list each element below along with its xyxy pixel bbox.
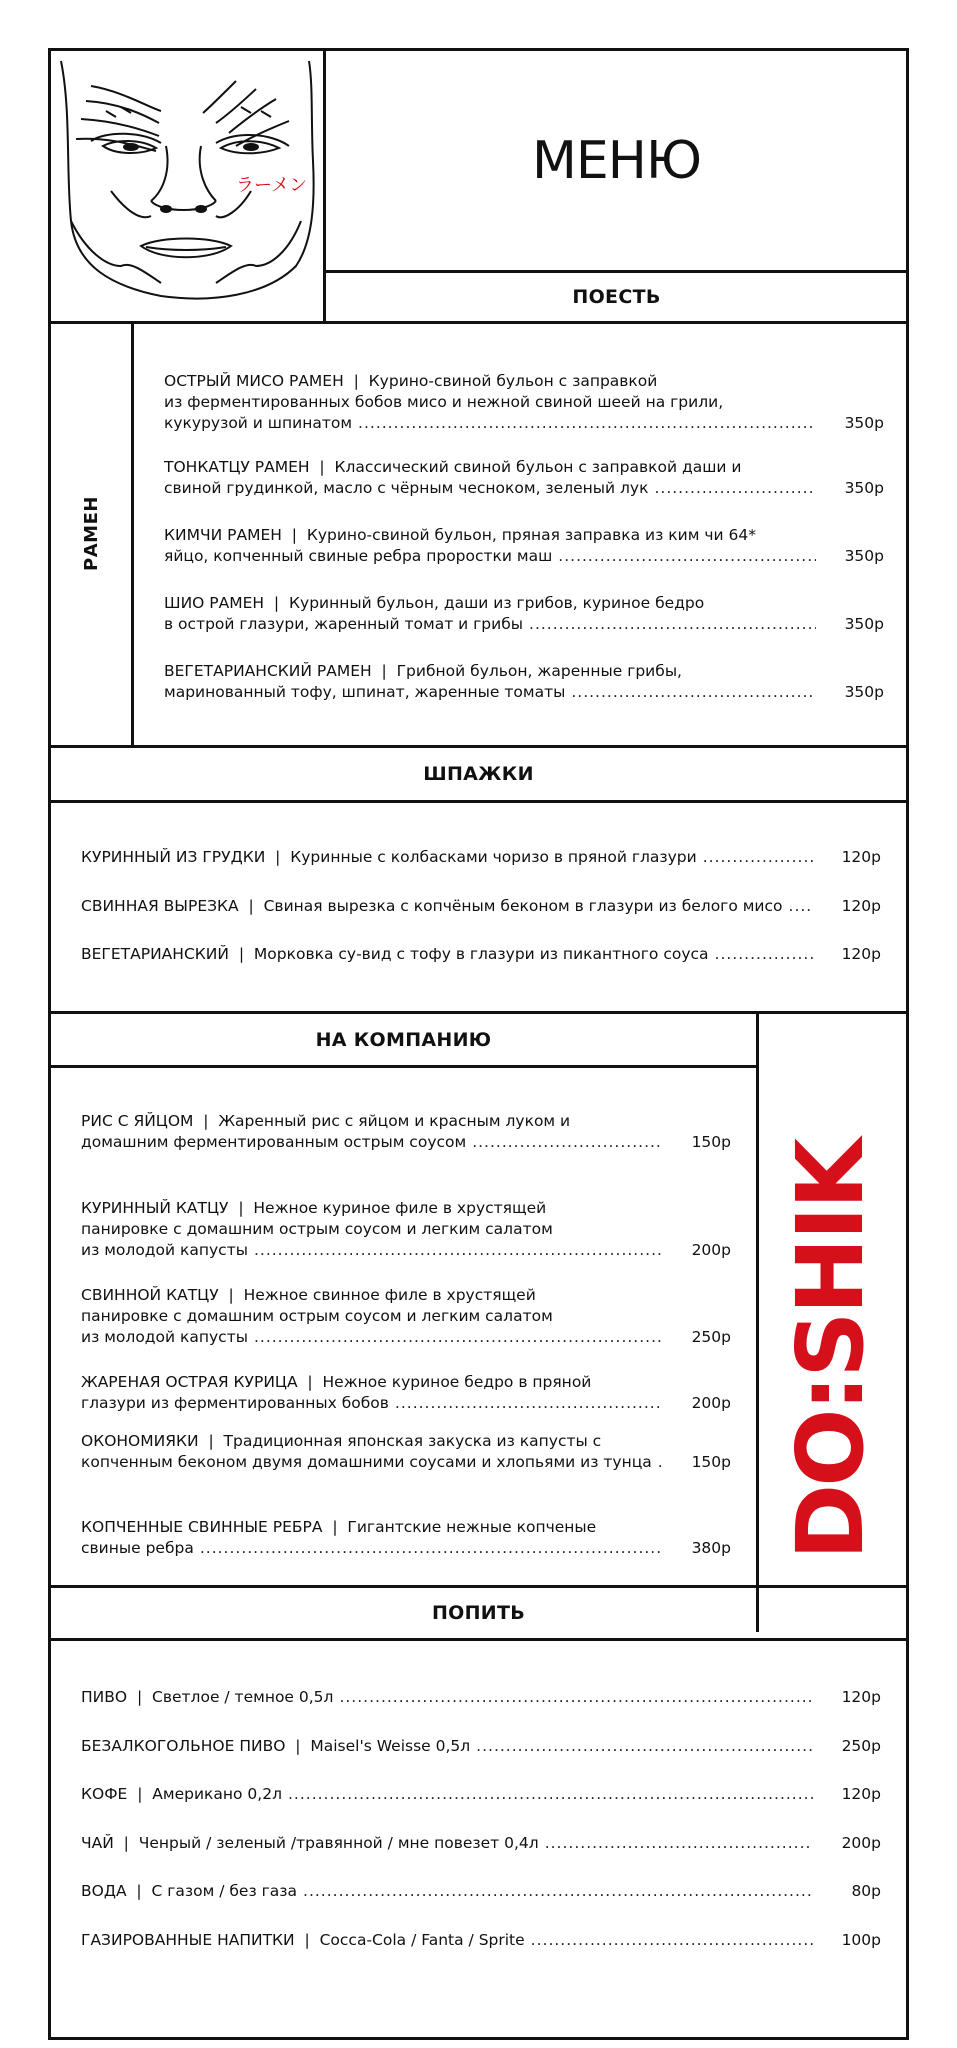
sharing-item xyxy=(81,1517,731,1559)
ramen-item-line xyxy=(164,614,884,635)
dot-leader xyxy=(658,1452,663,1473)
sharing-item-line xyxy=(81,1111,731,1132)
drink-item-price: 100р xyxy=(841,1931,881,1949)
sharing-item-description: из молодой капусты xyxy=(81,1328,248,1346)
portrait-caption: ラーメン xyxy=(236,175,308,196)
ramen-item-line xyxy=(164,457,884,478)
skewer-item-name: КУРИННЫЙ ИЗ ГРУДКИ xyxy=(81,848,266,866)
skewer-item-price: 120р xyxy=(841,897,881,915)
drink-item xyxy=(81,1881,881,1902)
portrait-divider xyxy=(323,51,326,321)
ramen-item-line xyxy=(164,682,884,703)
ramen-item-line xyxy=(164,392,884,413)
sharing-item xyxy=(81,1285,731,1348)
sharing-item-description: Гигантские нежные копченые xyxy=(347,1518,597,1536)
ramen-item-line xyxy=(164,525,884,546)
sharing-item-description: панировке с домашним острым соусом и легким салатом xyxy=(81,1220,553,1238)
ramen-item-price: 350р xyxy=(844,683,884,701)
ramen-item-price: 350р xyxy=(844,615,884,633)
separator: | xyxy=(265,848,291,866)
separator: | xyxy=(281,526,307,544)
dot-leader xyxy=(654,478,816,499)
ramen-item-description: Классический свиной бульон с заправкой даши и xyxy=(334,458,742,476)
sharing-item-description: из молодой капусты xyxy=(81,1241,248,1259)
separator: | xyxy=(294,1931,320,1949)
ramen-item-name: КИМЧИ РАМЕН xyxy=(164,526,282,544)
sharing-item-price: 380р xyxy=(691,1539,731,1557)
sharing-item-price: 200р xyxy=(691,1394,731,1412)
sharing-item-description: свиные ребра xyxy=(81,1539,194,1557)
dot-leader xyxy=(254,1327,663,1348)
brand-text: DO:SHIK xyxy=(777,1140,885,1560)
drink-item-description: Светлое / темное 0,5л xyxy=(152,1688,334,1706)
sharing-item-line xyxy=(81,1306,731,1327)
ramen-item-name: ВЕГЕТАРИАНСКИЙ РАМЕН xyxy=(164,662,372,680)
dot-leader xyxy=(545,1833,813,1854)
drink-item-price: 120р xyxy=(841,1785,881,1803)
separator: | xyxy=(297,1373,323,1391)
sharing-item-name: РИС С ЯЙЦОМ xyxy=(81,1112,194,1130)
sharing-item-description: Нежное куриное бедро в пряной xyxy=(322,1373,592,1391)
ramen-item-line xyxy=(164,371,884,392)
ramen-item-price: 350р xyxy=(844,479,884,497)
drink-item-name: ЧАЙ xyxy=(81,1834,114,1852)
ramen-item-line xyxy=(164,593,884,614)
ramen-item xyxy=(164,525,884,567)
drink-item-name: ГАЗИРОВАННЫЕ НАПИТКИ xyxy=(81,1931,295,1949)
sharing-item-name: ЖАРЕНАЯ ОСТРАЯ КУРИЦА xyxy=(81,1373,298,1391)
sharing-item-description: Традиционная японская закуска из капусты с xyxy=(223,1432,602,1450)
ramen-item-description: Грибной бульон, жаренные грибы, xyxy=(396,662,682,680)
skewer-item-line xyxy=(81,896,881,917)
sharing-item-line xyxy=(81,1327,731,1348)
ramen-item-line xyxy=(164,413,884,434)
drink-item xyxy=(81,1930,881,1951)
separator: | xyxy=(127,1688,153,1706)
divider xyxy=(51,1638,906,1641)
dot-leader xyxy=(358,413,816,434)
skewer-item-price: 120р xyxy=(841,945,881,963)
drink-item-description: Maisel's Weisse 0,5л xyxy=(310,1737,471,1755)
divider xyxy=(51,800,906,803)
ramen-item-description: кукурузой и шпинатом xyxy=(164,414,353,432)
dot-leader xyxy=(339,1687,813,1708)
skewer-item-description: Куринные с колбасками чоризо в пряной глазури xyxy=(290,848,697,866)
sharing-item xyxy=(81,1198,731,1261)
drink-item xyxy=(81,1736,881,1757)
drink-item-line xyxy=(81,1930,881,1951)
separator: | xyxy=(238,897,264,915)
sharing-item-name: КУРИННЫЙ КАТЦУ xyxy=(81,1199,229,1217)
separator: | xyxy=(264,594,290,612)
ramen-item xyxy=(164,593,884,635)
drink-item-line xyxy=(81,1833,881,1854)
separator: | xyxy=(285,1737,311,1755)
sharing-item-description: домашним ферментированным острым соусом xyxy=(81,1133,467,1151)
separator: | xyxy=(113,1834,139,1852)
ramen-item-description: маринованный тофу, шпинат, жаренные томаты xyxy=(164,683,566,701)
dot-leader xyxy=(571,682,816,703)
drinks-section-title: ПОПИТЬ xyxy=(431,1602,526,1624)
sharing-item-description: панировке с домашним острым соусом и легким салатом xyxy=(81,1307,553,1325)
sharing-item-line xyxy=(81,1452,731,1473)
separator: | xyxy=(193,1112,219,1130)
sharing-item-line xyxy=(81,1132,731,1153)
drink-item-description: Американо 0,2л xyxy=(152,1785,282,1803)
divider xyxy=(51,1065,756,1068)
drink-item-name: БЕЗАЛКОГОЛЬНОЕ ПИВО xyxy=(81,1737,286,1755)
dot-leader xyxy=(529,614,816,635)
sharing-item-description: Нежное свинное филе в хрустящей xyxy=(243,1286,536,1304)
sharing-item-line xyxy=(81,1431,731,1452)
dot-leader xyxy=(288,1784,813,1805)
drink-item xyxy=(81,1784,881,1805)
sharing-item-line xyxy=(81,1198,731,1219)
sharing-item-name: КОПЧЕННЫЕ СВИННЫЕ РЕБРА xyxy=(81,1518,323,1536)
ramen-item xyxy=(164,457,884,499)
drink-item xyxy=(81,1687,881,1708)
dot-leader xyxy=(254,1240,663,1261)
sharing-item-line xyxy=(81,1240,731,1261)
ramen-item-line xyxy=(164,546,884,567)
portrait-illustration xyxy=(51,51,325,321)
drink-item-name: ВОДА xyxy=(81,1882,127,1900)
sharing-item-description: глазури из ферментированных бобов xyxy=(81,1394,389,1412)
drink-item-name: КОФЕ xyxy=(81,1785,128,1803)
sharing-item-name: ОКОНОМИЯКИ xyxy=(81,1432,199,1450)
brand-logo xyxy=(756,1075,906,1625)
dot-leader xyxy=(715,944,813,965)
dot-leader xyxy=(200,1538,663,1559)
sharing-item xyxy=(81,1372,731,1414)
dot-leader xyxy=(303,1881,813,1902)
drink-item-description: Ченрый / зеленый /травянной / мне повезет 0,4л xyxy=(138,1834,539,1852)
drink-item-line xyxy=(81,1736,881,1757)
ramen-label-divider xyxy=(131,321,134,745)
ramen-item xyxy=(164,371,884,434)
ramen-item-price: 350р xyxy=(844,547,884,565)
drink-item-price: 250р xyxy=(841,1737,881,1755)
drink-item-description: Cocca-Cola / Fanta / Sprite xyxy=(319,1931,525,1949)
sharing-item-description: копченным беконом двумя домашними соусами и хлопьями из тунца xyxy=(81,1453,652,1471)
separator: | xyxy=(343,372,369,390)
sharing-item xyxy=(81,1111,731,1153)
dot-leader xyxy=(703,847,813,868)
ramen-item xyxy=(164,661,884,703)
drink-item-name: ПИВО xyxy=(81,1688,128,1706)
divider xyxy=(51,321,906,324)
drink-item xyxy=(81,1833,881,1854)
dot-leader xyxy=(395,1393,663,1414)
ramen-item-description: Куринный бульон, даши из грибов, куриное бедро xyxy=(289,594,705,612)
skewer-item-name: ВЕГЕТАРИАНСКИЙ xyxy=(81,945,229,963)
drink-item-description: С газом / без газа xyxy=(151,1882,298,1900)
dot-leader xyxy=(531,1930,813,1951)
ramen-item-description: яйцо, копченный свиные ребра проростки маш xyxy=(164,547,553,565)
sharing-item-price: 200р xyxy=(691,1241,731,1259)
skewers-section-title: ШПАЖКИ xyxy=(423,763,534,785)
ramen-item-name: ШИО РАМЕН xyxy=(164,594,265,612)
ramen-item-description: Курино-свиной бульон, пряная заправка из ким чи 64* xyxy=(306,526,756,544)
separator: | xyxy=(322,1518,348,1536)
dot-leader xyxy=(472,1132,663,1153)
skewer-item xyxy=(81,847,881,868)
skewer-item xyxy=(81,896,881,917)
menu-title: МЕНЮ xyxy=(532,131,701,191)
separator: | xyxy=(218,1286,244,1304)
ramen-item-name: ОСТРЫЙ МИСО РАМЕН xyxy=(164,372,344,390)
sharing-item-line xyxy=(81,1538,731,1559)
drink-item-price: 80р xyxy=(851,1882,881,1900)
sharing-item-name: СВИННОЙ КАТЦУ xyxy=(81,1286,219,1304)
sharing-item-price: 150р xyxy=(691,1133,731,1151)
separator: | xyxy=(198,1432,224,1450)
skewer-item-name: СВИННАЯ ВЫРЕЗКА xyxy=(81,897,239,915)
skewer-item-description: Морковка су-вид с тофу в глазури из пикантного соуса xyxy=(253,945,709,963)
drink-item-price: 120р xyxy=(841,1688,881,1706)
ramen-item-description: Курино-свиной бульон с заправкой xyxy=(368,372,658,390)
drink-item-line xyxy=(81,1784,881,1805)
sharing-item-line xyxy=(81,1219,731,1240)
ramen-item-description: из ферментированных бобов мисо и нежной свиной шеей на грили, xyxy=(164,393,724,411)
dot-leader xyxy=(789,896,813,917)
ramen-item-price: 350р xyxy=(844,414,884,432)
food-section-title: ПОЕСТЬ xyxy=(572,286,661,308)
ramen-item-line xyxy=(164,478,884,499)
sharing-item-line xyxy=(81,1285,731,1306)
separator: | xyxy=(228,1199,254,1217)
sharing-item-line xyxy=(81,1393,731,1414)
sharing-item xyxy=(81,1431,731,1473)
skewer-item-price: 120р xyxy=(841,848,881,866)
skewer-item-line xyxy=(81,847,881,868)
sharing-section-title: НА КОМПАНИЮ xyxy=(315,1028,492,1051)
dot-leader xyxy=(558,546,816,567)
sharing-item-line xyxy=(81,1517,731,1538)
ramen-item-description: свиной грудинкой, масло с чёрным чесноком, зеленый лук xyxy=(164,479,649,497)
ramen-item-line xyxy=(164,661,884,682)
sharing-item-price: 150р xyxy=(691,1453,731,1471)
ramen-item-name: ТОНКАТЦУ РАМЕН xyxy=(164,458,310,476)
skewer-item-line xyxy=(81,944,881,965)
dot-leader xyxy=(476,1736,813,1757)
skewer-item xyxy=(81,944,881,965)
ramen-side-label: РАМЕН xyxy=(80,495,102,571)
separator: | xyxy=(309,458,335,476)
drink-item-line xyxy=(81,1687,881,1708)
sharing-item-description: Жаренный рис с яйцом и красным луком и xyxy=(218,1112,571,1130)
sharing-item-description: Нежное куриное филе в хрустящей xyxy=(253,1199,547,1217)
sharing-item-price: 250р xyxy=(691,1328,731,1346)
skewer-item-description: Свиная вырезка с копчёным беконом в глазури из белого мисо xyxy=(263,897,783,915)
sharing-item-line xyxy=(81,1372,731,1393)
separator: | xyxy=(126,1882,152,1900)
separator: | xyxy=(127,1785,153,1803)
separator: | xyxy=(371,662,397,680)
drink-item-price: 200р xyxy=(841,1834,881,1852)
ramen-item-description: в острой глазури, жаренный томат и грибы xyxy=(164,615,524,633)
drink-item-line xyxy=(81,1881,881,1902)
separator: | xyxy=(228,945,254,963)
menu-frame xyxy=(48,48,909,2040)
